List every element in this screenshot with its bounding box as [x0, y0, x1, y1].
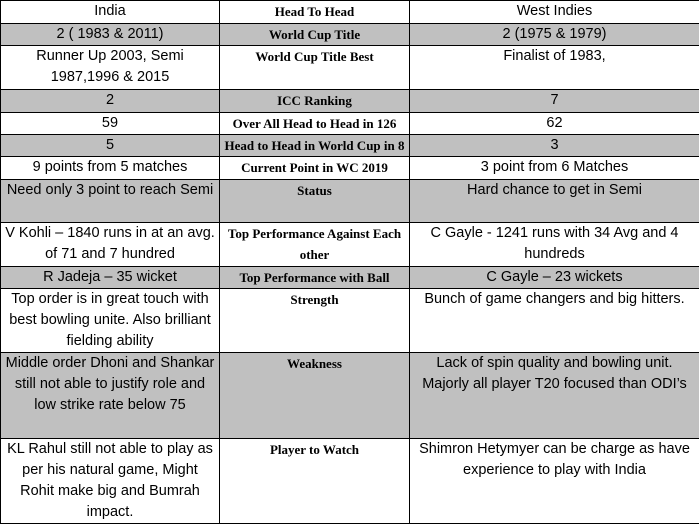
india-cell: 59 [1, 113, 220, 135]
table-row [1, 135, 699, 157]
west-indies-cell: 62 [410, 113, 699, 135]
label-cell: Weakness [220, 353, 410, 439]
label-cell: Current Point in WC 2019 [220, 157, 410, 180]
india-cell: Runner Up 2003, Semi 1987,1996 & 2015 [1, 46, 220, 90]
label-cell: Strength [220, 289, 410, 353]
label-cell: Status [220, 180, 410, 223]
header-head-to-head: Head To Head [220, 1, 410, 24]
label-cell: ICC Ranking [220, 90, 410, 113]
table-row [1, 180, 699, 223]
india-cell: Middle order Dhoni and Shankar still not able to justify role and low strike rate below 75 [1, 353, 220, 439]
table-row [1, 439, 699, 524]
label-cell: Head to Head in World Cup in 8 [220, 135, 410, 157]
west-indies-cell: 3 [410, 135, 699, 157]
table-row [1, 267, 699, 289]
table-row [1, 289, 699, 353]
india-cell: 9 points from 5 matches [1, 157, 220, 180]
west-indies-cell: Lack of spin quality and bowling unit. Majorly all player T20 focused than ODI’s [410, 353, 699, 439]
label-cell: World Cup Title Best [220, 46, 410, 90]
india-cell: KL Rahul still not able to play as per his natural game, Might Rohit make big and Bumrah impact. [1, 439, 220, 524]
west-indies-cell: C Gayle – 23 wickets [410, 267, 699, 289]
table-row [1, 46, 699, 90]
west-indies-cell: 3 point from 6 Matches [410, 157, 699, 180]
table-row [1, 353, 699, 439]
india-cell: 2 [1, 90, 220, 113]
table-row [1, 24, 699, 46]
west-indies-cell: Hard chance to get in Semi [410, 180, 699, 223]
west-indies-cell: Finalist of 1983, [410, 46, 699, 90]
table-row [1, 157, 699, 180]
india-cell: Top order is in great touch with best bowling unite. Also brilliant fielding ability [1, 289, 220, 353]
india-cell: 2 ( 1983 & 2011) [1, 24, 220, 46]
west-indies-cell: Shimron Hetymyer can be charge as have experience to play with India [410, 439, 699, 524]
west-indies-cell: Bunch of game changers and big hitters. [410, 289, 699, 353]
india-cell: V Kohli – 1840 runs in at an avg. of 71 and 7 hundred [1, 223, 220, 267]
label-cell: Top Performance Against Each other [220, 223, 410, 267]
header-india: India [1, 1, 220, 24]
west-indies-cell: 2 (1975 & 1979) [410, 24, 699, 46]
label-cell: Top Performance with Ball [220, 267, 410, 289]
table-row [1, 223, 699, 267]
header-west-indies: West Indies [410, 1, 699, 24]
table-row [1, 113, 699, 135]
table-row [1, 90, 699, 113]
header-row [1, 1, 699, 24]
india-cell: Need only 3 point to reach Semi [1, 180, 220, 223]
label-cell: World Cup Title [220, 24, 410, 46]
india-cell: R Jadeja – 35 wicket [1, 267, 220, 289]
west-indies-cell: 7 [410, 90, 699, 113]
label-cell: Player to Watch [220, 439, 410, 524]
west-indies-cell: C Gayle - 1241 runs with 34 Avg and 4 hundreds [410, 223, 699, 267]
india-cell: 5 [1, 135, 220, 157]
label-cell: Over All Head to Head in 126 [220, 113, 410, 135]
